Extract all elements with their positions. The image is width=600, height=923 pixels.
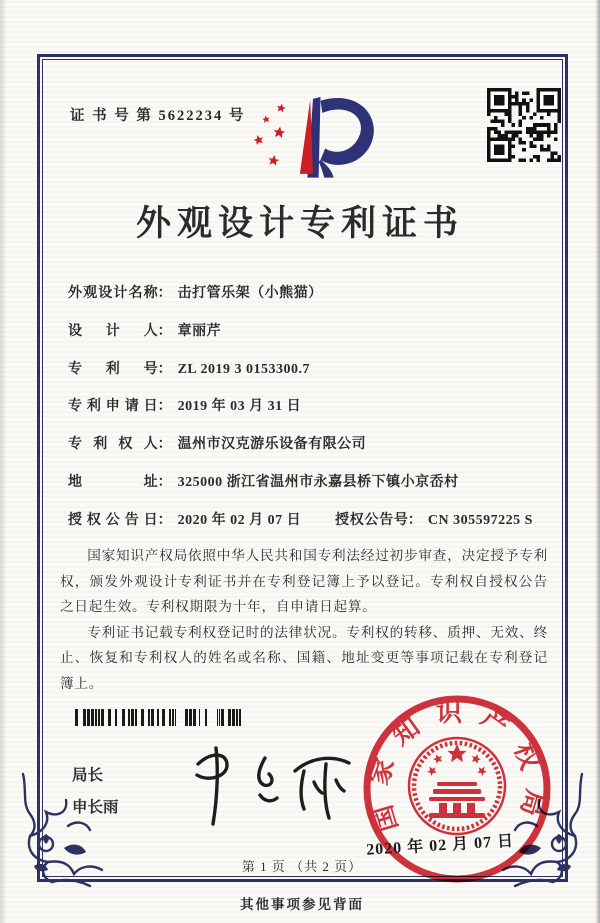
legal-paragraph-2: 专利证书记载专利权登记时的法律状况。专利权的转移、质押、无效、终止、恢复和专利权人的姓名或名称、国籍、地址变更等事项记载在专利登记簿上。 — [60, 624, 548, 691]
field-label: 授权公告号 — [335, 512, 408, 528]
field-patent-number — [68, 358, 546, 382]
field-colon: ： — [157, 437, 172, 453]
national-emblem — [409, 738, 505, 834]
field-value: 2020 年 02 月 07 日 — [177, 512, 302, 528]
seal-ring-text: 国家知识产权局 — [363, 697, 551, 835]
field-colon: ： — [157, 361, 172, 377]
field-value: 温州市汉克游乐设备有限公司 — [177, 437, 367, 453]
field-value: CN 305597225 S — [427, 512, 533, 528]
certificate-fields — [68, 282, 546, 547]
field-design-name — [68, 282, 546, 306]
field-colon: ： — [157, 286, 172, 301]
legal-paragraph-1: 国家知识产权局依照中华人民共和国专利法经过初步审查，决定授予专利权，颁发外观设计专利证书并在专利登记簿上予以登记。专利权自授权公告之日起生效。专利权期限为十年，自申请日起算。 — [60, 548, 548, 615]
page-number: 第 1 页 （共 2 页） — [241, 859, 363, 874]
field-label: 授权公告日 — [68, 512, 158, 528]
field-label: 外观设计名称 — [68, 286, 158, 301]
barcode — [75, 709, 241, 726]
field-value: 章丽芹 — [177, 323, 222, 339]
field-value: 2019 年 03 月 31 日 — [177, 399, 302, 415]
field-label: 专利申请日 — [68, 399, 158, 415]
field-label: 设 计 人 — [68, 323, 158, 339]
commissioner-name: 申长雨 — [72, 799, 119, 816]
field-label: 地 址 — [68, 474, 158, 490]
field-colon: ： — [157, 474, 172, 490]
cnipa-logo — [238, 84, 388, 198]
field-designer — [68, 320, 546, 344]
field-colon: ： — [407, 512, 422, 528]
commissioner-title: 局长 — [72, 767, 104, 784]
field-value: 325000 浙江省温州市永嘉县桥下镇小京岙村 — [177, 474, 459, 490]
field-label: 专 利 号 — [68, 361, 158, 377]
certificate-number: 证 书 号 第 5622234 号 — [70, 108, 246, 124]
handwritten-signature — [168, 736, 358, 831]
legal-text-block — [60, 543, 548, 697]
field-grant-number — [335, 509, 533, 533]
field-patentee — [68, 433, 546, 457]
field-grant-row — [68, 509, 546, 533]
commissioner-block — [72, 760, 119, 824]
field-colon: ： — [157, 512, 172, 528]
field-value: ZL 2019 3 0153300.7 — [177, 361, 310, 377]
field-filing-date — [68, 395, 546, 419]
qr-code — [487, 88, 561, 162]
field-value: 击打管乐架（小熊猫） — [177, 286, 323, 301]
field-colon: ： — [157, 399, 172, 415]
field-label: 专 利 权 人 — [68, 437, 158, 453]
seal-date: 2020 年 02 月 07 日 — [365, 832, 515, 859]
field-address — [68, 471, 546, 495]
field-colon: ： — [157, 323, 172, 339]
back-side-note: 其他事项参见背面 — [240, 897, 364, 912]
certificate-title: 外观设计专利证书 — [135, 204, 464, 243]
